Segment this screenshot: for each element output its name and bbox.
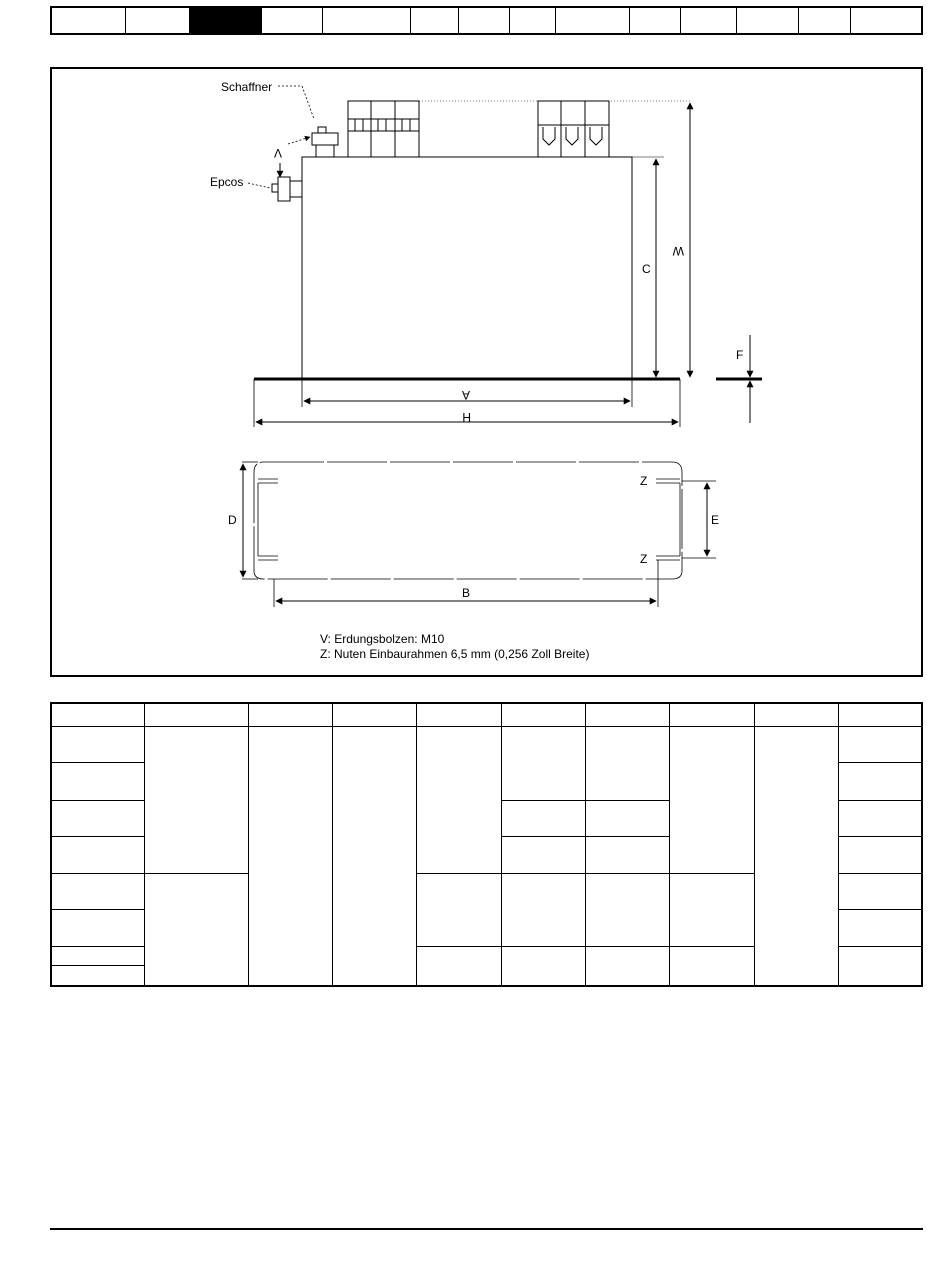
- epcos-label: Epcos: [210, 175, 244, 189]
- dim-d-label: D: [228, 513, 237, 527]
- terminal-block-right: [538, 101, 609, 157]
- table-header-cell: [144, 703, 248, 727]
- table-cell: [51, 727, 144, 763]
- table-cell: [51, 947, 144, 966]
- table-cell: [501, 947, 585, 986]
- spec-table: [50, 702, 923, 987]
- table-cell: [585, 947, 669, 986]
- z-label-top: Z: [640, 474, 648, 488]
- table-cell: [585, 800, 669, 836]
- table-cell: [417, 727, 501, 874]
- table-cell: [417, 947, 501, 986]
- v-label: V: [273, 146, 282, 160]
- filter-body: [302, 157, 632, 379]
- filter-dimension-drawing: [50, 67, 923, 677]
- legend-v: V: Erdungsbolzen: M10: [320, 632, 445, 646]
- table-cell: [51, 873, 144, 909]
- table-header-cell: [755, 703, 839, 727]
- footer-rule: [50, 1228, 923, 1230]
- nav-tab[interactable]: [556, 8, 630, 33]
- nav-tab[interactable]: [737, 8, 799, 33]
- table-header-cell: [585, 703, 669, 727]
- table-cell: [501, 836, 585, 873]
- table-cell: [839, 910, 922, 947]
- table-header-cell: [51, 703, 144, 727]
- table-cell: [417, 873, 501, 946]
- dim-e-label: E: [711, 513, 720, 527]
- drawing-canvas: [52, 69, 925, 679]
- table-cell: [585, 873, 669, 946]
- table-header-cell: [501, 703, 585, 727]
- table-cell: [585, 836, 669, 873]
- table-cell: [839, 873, 922, 909]
- table-cell: [144, 727, 248, 874]
- table-cell: [839, 800, 922, 836]
- table-cell: [839, 763, 922, 800]
- legend-z: Z: Nuten Einbaurahmen 6,5 mm (0,256 Zoll Breite): [320, 647, 590, 661]
- table-row: [51, 727, 922, 763]
- nav-tab-active[interactable]: [190, 8, 262, 33]
- table-cell: [669, 727, 754, 874]
- dim-w-label: W: [672, 244, 684, 258]
- table-header-cell: [839, 703, 922, 727]
- table-cell: [585, 727, 669, 800]
- nav-tab[interactable]: [510, 8, 556, 33]
- terminal-block-left: [348, 101, 419, 157]
- dim-b-label: B: [462, 586, 471, 600]
- schaffner-label: Schaffner: [221, 80, 273, 94]
- table-cell: [51, 910, 144, 947]
- nav-tab[interactable]: [126, 8, 190, 33]
- nav-tab[interactable]: [799, 8, 851, 33]
- dim-c-label: C: [642, 262, 651, 276]
- table-cell: [839, 836, 922, 873]
- table-cell: [501, 800, 585, 836]
- table-cell: [51, 836, 144, 873]
- table-cell: [51, 800, 144, 836]
- table-cell: [839, 727, 922, 763]
- z-label-bottom: Z: [640, 552, 648, 566]
- table-cell: [669, 873, 754, 946]
- mounting-plate-bottom-view: [254, 462, 682, 579]
- table-cell: [248, 727, 332, 986]
- nav-tab[interactable]: [851, 8, 921, 33]
- table-header-cell: [669, 703, 754, 727]
- table-header-cell: [248, 703, 332, 727]
- nav-tab[interactable]: [262, 8, 323, 33]
- table-cell: [501, 727, 585, 800]
- nav-tab[interactable]: [630, 8, 681, 33]
- ground-bolt-schaffner: [312, 127, 338, 157]
- table-cell: [669, 947, 754, 986]
- nav-tab[interactable]: [52, 8, 126, 33]
- ground-bolt-epcos: [272, 177, 302, 201]
- nav-tab[interactable]: [411, 8, 459, 33]
- table-header-cell: [333, 703, 417, 727]
- dim-h-label: H: [462, 410, 471, 424]
- table-cell: [839, 947, 922, 986]
- table-header-cell: [417, 703, 501, 727]
- table-cell: [51, 966, 144, 986]
- dim-a-label: A: [461, 388, 470, 402]
- table-header-row: [51, 703, 922, 727]
- nav-tab[interactable]: [681, 8, 737, 33]
- table-cell: [501, 873, 585, 946]
- dim-f-label: F: [736, 348, 744, 362]
- table-cell: [51, 763, 144, 800]
- table-cell: [755, 727, 839, 986]
- nav-tab[interactable]: [323, 8, 411, 33]
- chapter-nav: [50, 6, 923, 35]
- table-cell: [144, 873, 248, 986]
- nav-tab[interactable]: [459, 8, 510, 33]
- table-cell: [333, 727, 417, 986]
